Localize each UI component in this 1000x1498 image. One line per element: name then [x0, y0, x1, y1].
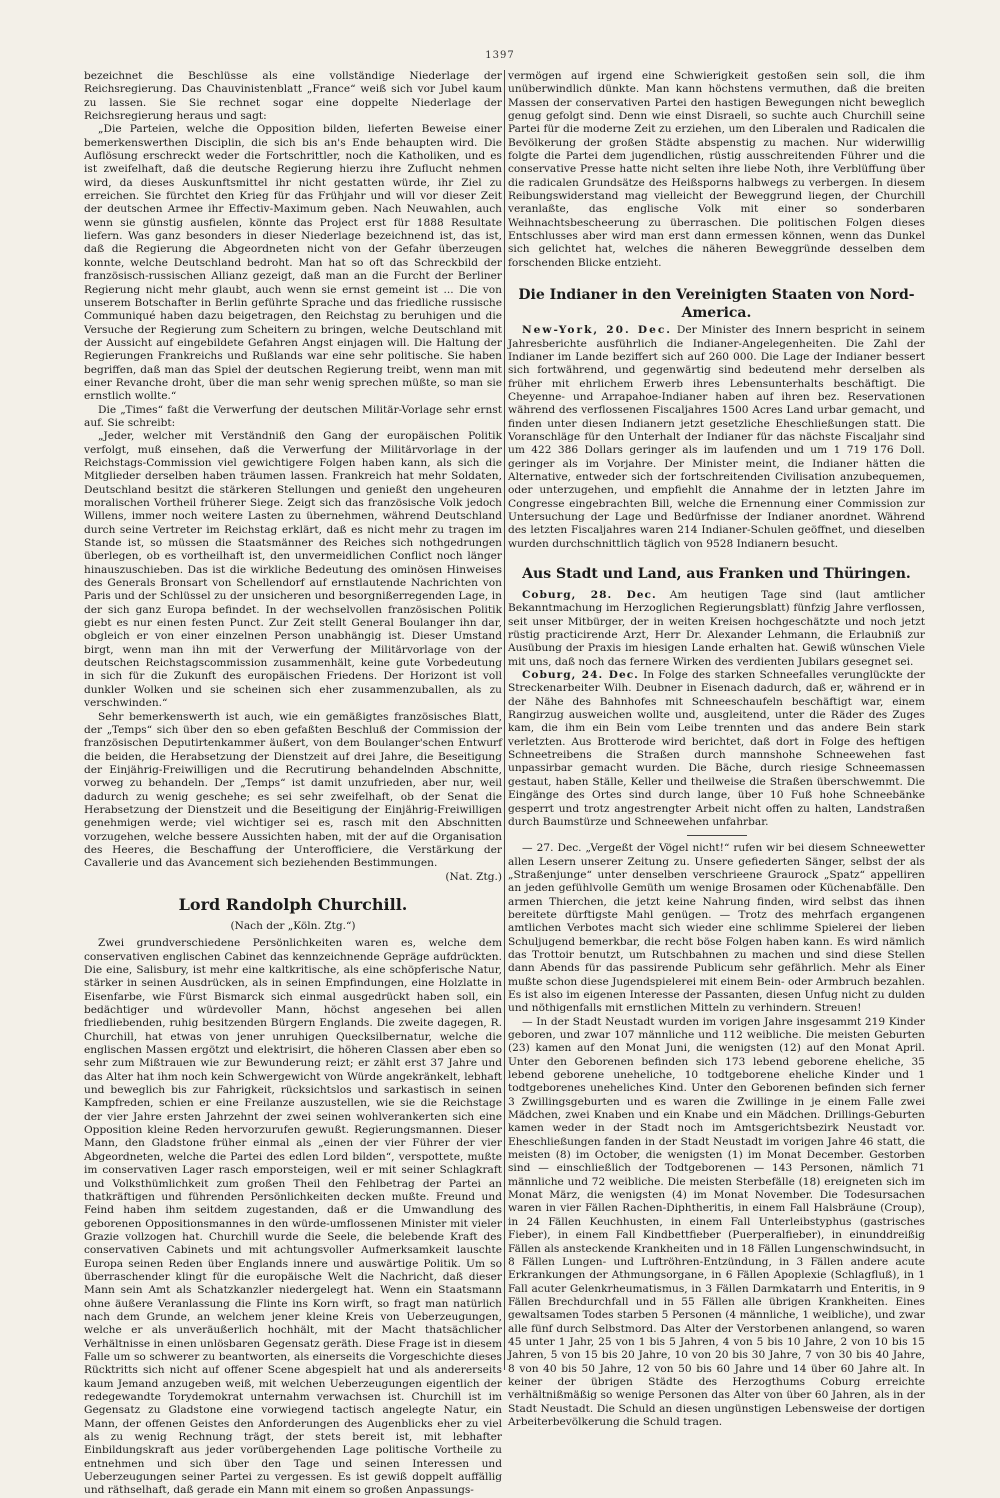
source-citation: (Nat. Ztg.)	[445, 870, 502, 883]
quote-paragraph: „Die Parteien, welche die Opposition bilden, lieferten Beweise einer bemerkenswerthen Disciplin, die sich bis an's Ende behaupten wird. Die Auflösung erschreckt weder die Fortschrittler, noch die Katholiken, und es ist zweifelhaft, daß die deutsche Regierung hierzu ihre Zuflucht nehmen wird, da dieses Auskunftsmittel ihr nicht gestatten würde, ihr Ziel zu erreichen. Sie fürchtet den Krieg für das Frühjahr und will vor dieser Zeit der deutschen Armee ihr Effectiv-Maximum geben. Nach Neuwahlen, auch wenn sie günstig ausfielen, könnte das Project erst für 1888 Resultate liefern. Was ganz besonders in dieser Niederlage bezeichnend ist, das ist, daß die Regierung die Abgeordneten nicht von der Gefahr überzeugen konnte, welche Deutschland bedroht. Man hat so oft das Schreckbild der französisch-russischen Allianz gezeigt, daß man an die Furcht der Berliner Regierung nicht mehr glaubt, auch wenn sie ernst gemeint ist ... Die von unserem Botschafter in Berlin geführte Sprache und das friedliche russische Communiqué haben dazu beigetragen, den Reichstag zu beruhigen und die Versuche der Regierung zum Scheitern zu bringen, welche Deutschland mit der Aussicht auf eingebildete Gefahren Angst einjagen will. Die Haltung der Regierungen Frankreichs und Rußlands war eine sehr politische. Sie haben begriffen, daß man das Spiel der deutschen Regierung treibt, wenn man mit einer Revanche droht, über die man sehr wenig sprechen müßte, so man sie ernstlich wollte.“	[84, 123, 502, 403]
article-subtitle: (Nach der „Köln. Ztg.“)	[230, 919, 356, 932]
dateline: Coburg, 28. Dec.	[522, 589, 657, 601]
paragraph-text: In Folge des starken Schneefalles verunglückte der Streckenarbeiter Wilh. Deubner in Eisenach dadurch, daß er, während er in der Nähe des Bahnhofes mit Schneeschaufeln beschäftigt war, einem Rangirzug ausweichen wollte und, ausgleitend, unter die Räder des Zuges kam, die ihm ein Bein vom Leibe trennten und das andere Bein stark verletzten. Aus Brotterode wird berichtet, daß dort in Folge des heftigen Schneetreibens die Straßen durch mannshohe Schneewehen fast unpassirbar gemacht wurden. Die Bäche, durch riesige Schneemassen gestaut, haben Ställe, Keller und theilweise die Straßen überschwemmt. Die Eingänge des Ortes sind durch lange, über 10 Fuß hohe Schneebänke gesperrt und trotz angestrengter Arbeit nicht offen zu halten, Landstraßen durch Baumstürze und Schneewehen unfahrbar.	[508, 669, 926, 828]
quote-paragraph: „Jeder, welcher mit Verständniß den Gang der europäischen Politik verfolgt, muß einsehen, daß die Verwerfung der Militärvorlage in der Reichstags-Commission viel gewichtigere Folgen haben kann, als sich die Mitglieder derselben haben träumen lassen. Frankreich hat mehr Soldaten, Deutschland besitzt die stärkeren Stellungen und genießt den ungeheuren moralischen Vortheil früherer Siege. Zeigt sich das französische Volk jedoch Willens, immer noch weitere Lasten zu übernehmen, während Deutschland durch seine Vertreter im Reichstag erklärt, daß es nicht mehr zu tragen im Stande ist, so müssen die Staatsmänner des Reiches sich nothgedrungen überlegen, ob es vortheilhaft ist, den unvermeidlichen Conflict noch länger hinauszuschieben. Das ist die wirkliche Bedeutung des ominösen Hinweises des Generals Bronsart von Schellendorf auf ernstlautende Nachrichten von Paris und der Schlüssel zu der unsicheren und besorgnißerregenden Lage, in der sich ganz Europa befindet. In der wechselvollen französischen Politik giebt es nur einen festen Punct. Zur Zeit stellt General Boulanger ihn dar, obgleich er von einer einzelnen Person unabhängig ist. Dieser Umstand birgt, wenn man ihn mit der Verwerfung der Militärvorlage von der deutschen Reichstagscommission zusammenhält, keine gute Vorbedeutung in sich für die Zukunft des europäischen Friedens. Der Horizont ist voll dunkler Wolken und sie scheinen sich eher zusammenzuballen, als zu verschwinden.“	[84, 430, 502, 710]
section-heading: Aus Stadt und Land, aus Franken und Thüringen.	[522, 566, 911, 582]
article-paragraph: — In der Stadt Neustadt wurden im vorigen Jahre insgesammt 219 Kinder geboren, und zwar 107 männliche und 112 weibliche. Die meisten Geburten (23) kamen auf den Monat Juni, die wenigsten (12) auf den Monat April. Unter den Geborenen befinden sich 173 lebend geborene eheliche, 35 lebend geborene uneheliche, 10 todtgeborene eheliche Kinder und 1 todtgeborenes uneheliches Kind. Unter den Geborenen befinden sich ferner 3 Zwillingsgeburten und es waren die Zwillinge in je einem Falle zwei Mädchen, zwei Knaben und ein Knabe und ein Mädchen. Drillings-Geburten kamen weder in der Stadt noch im Amtsgerichtsbezirk Neustadt vor. Eheschließungen fanden in der Stadt Neustadt im vorigen Jahre 46 statt, die meisten (8) im October, die wenigsten (1) im Monat December. Gestorben sind — einschließlich der Todtgeborenen — 143 Personen, nämlich 71 männliche und 72 weibliche. Die meisten Sterbefälle (18) ereigneten sich im Monat März, die wenigsten (4) im Monat November. Die Todesursachen waren in vier Fällen Rachen-Diphtheritis, in einem Fall Halsbräune (Croup), in 24 Fällen Keuchhusten, in einem Fall Unterleibstyphus (gastrisches Fieber), in einem Fall Kindbettfieber (Puerperalfieber), in einunddreißig Fällen als ansteckende Krankheiten und in 18 Fällen Lungenschwindsucht, in 8 Fällen Lungen- und Luftröhren-Entzündung, in 3 Fällen andere acute Erkrankungen der Athmungsorgane, in 6 Fällen Apoplexie (Schlagfluß), in 1 Fall acuter Gelenkrheumatismus, in 3 Fällen Darmkatarrh und Enteritis, in 9 Fällen Brechdurchfall und in 55 Fällen alle übrigen Krankheiten. Eines gewaltsamen Todes starben 5 Personen (4 männliche, 1 weibliche), und zwar alle fünf durch Selbstmord. Das Alter der Verstorbenen anlangend, so waren 45 unter 1 Jahr, 25 von 1 bis 5 Jahren, 4 von 5 bis 10 Jahre, 2 von 10 bis 15 Jahren, 5 von 15 bis 20 Jahre, 10 von 20 bis 30 Jahre, 7 von 30 bis 40 Jahre, 8 von 40 bis 50 Jahre, 12 von 50 bis 60 Jahre und 14 über 60 Jahre alt. In keiner der übrigen Städte des Herzogthums Coburg erreichte verhältnißmäßig so wenige Personen das Alter von über 60 Jahren, als in der Stadt Neustadt. Die Schuld an diesen ungünstigen Lebensweise der dortigen Arbeiterbevölkerung die Schuld tragen.	[508, 1015, 925, 1428]
article-paragraph	[508, 324, 925, 551]
article-paragraph: Zwei grundverschiedene Persönlichkeiten waren es, welche dem conservativen englischen Cabinet das kennzeichnende Gepräge aufdrückten. Die eine, Salisbury, ist mehr eine kaltkritische, als eine schöpferische Natur, stärker in seinen Ausdrücken, als in seinen Empfindungen, eine Holzlatte in Eisenfarbe, wie Fürst Bismarck sich einmal ausgedrückt haben soll, ein bedächtiger und würdevoller Mann, höchst angesehen bei allen friedliebenden, ruhig besitzenden Bürgern Englands. Die zweite dagegen, R. Churchill, hat etwas von jener unruhigen Quecksilbernatur, welche die englischen Massen ergötzt und elektrisirt, die höheren Classen aber eben so sehr zum Mißtrauen wie zur Bewunderung reizt; er zählt erst 37 Jahre und das Alter hat ihm noch kein Schwergewicht von Würde angekränkelt, lebhaft und beweglich bis zur Fahrigkeit, rücksichtslos und sarkastisch in seinen Kampfreden, schien er eine Freilanze auszustellen, wie sie die Reichstage der vier Jahre ersten Jahrzehnt der zwei seinen wohlverankerten sich eine Opposition kleine Reden hervorzurufen gewußt. Regierungsmannen. Dieser Mann, den Gladstone früher einmal als „einen der vier Führer der vier Abgeordneten, welche die Partei des edlen Lord bilden“, verspottete, mußte im conservativen Lager rasch emporsteigen, weil er mit seiner Schlagkraft und Volksthümlichkeit zum großen Theil den Fehlbetrag der Partei an thatkräftigen und führenden Persönlichkeiten decken mußte. Freund und Feind haben ihm seitdem zugestanden, daß er die Umwandlung des geborenen Oppositionsmannes in den würde-umflossenen Minister mit vieler Grazie vollzogen hat. Churchill wurde die Seele, die belebende Kraft des conservativen Cabinets und mit achtungsvoller Aufmerksamkeit lauschte Europa seinen Reden über Englands innere und auswärtige Politik. Um so überraschender klingt für die europäische Welt die Nachricht, daß dieser Mann sein Amt als Schatzkanzler niedergelegt hat. Wenn ein Staatsmann ohne äußere Veranlassung die Flinte ins Korn wirft, so fragt man natürlich nach dem Grunde, an welchem jener kleine Kreis von Ueberzeugungen, welche er als unveräußerlich hochhält, mit der Macht thatsächlicher Verhältnisse in einen unlösbaren Gegensatz geräth. Diese Frage ist in diesem Falle um so schwerer zu beantworten, als einerseits die Vorgeschichte dieses Rücktritts sich nicht auf offener Scene abgespielt hat und als andererseits kaum Jemand anzugeben weiß, mit welchen Ueberzeugungen eigentlich der redegewandte Torydemokrat unternahm verwachsen ist. Churchill ist im Gegensatz zu Gladstone eine vorwiegend tactisch angelegte Natur, ein Mann, der offenen Geistes den Anforderungen des Augenblicks eher zu viel als zu wenig Rechnung trägt, der stets bereit ist, mit lebhafter Einbildungskraft aus jeder vorübergehenden Lage politische Vortheile zu entnehmen und sich über den Tage und seinen Interessen und Ueberzeugungen seiner Partei zu vergessen. Es ist gewiß doppelt auffällig und räthselhaft, daß gerade ein Mann mit einem so großen Anpassungs-	[84, 937, 502, 1497]
article-paragraph: — 27. Dec. „Vergeßt der Vögel nicht!“ rufen wir bei diesem Schneewetter allen Lesern unserer Zeitung zu. Unsere gefiederten Sänger, selbst der als „Straßenjunge“ unter denselben verschrieene Graurock „Spatz“ appelliren an jeden gefühlvolle Gemüth um wenige Brosamen oder Küchenabfälle. Den armen Thierchen, die jetzt keine Nahrung finden, wird selbst das ihnen bereitete dürftigste Mahl genügen. — Trotz des mehrfach ergangenen amtlichen Verbotes macht sich wieder eine schlimme Spielerei der lieben Schuljugend bemerkbar, die recht böse Folgen haben kann. Es wird nämlich das Trottoir benutzt, um Rutschbahnen zu machen und sind diese Stellen dann Abends für das passirende Publicum sehr gefährlich. Mehr als Einer mußte schon diese Jugendspielerei mit einem Bein- oder Armbruch bezahlen. Es ist also im eigenen Interesse der Passanten, diesen Unfug nicht zu dulden und nöthigenfalls mit ernstlichen Mitteln zu verhindern. Streuen!	[508, 842, 925, 1015]
dateline: Coburg, 24. Dec.	[522, 669, 639, 682]
paragraph-text: Der Minister des Innern bespricht in seinem Jahresberichte ausführlich die Indianer-Angelegenheiten. Die Zahl der Indianer im Lande beziffert sich auf 260 000. Die Lage der Indianer bessert sich fortwährend, und gegenwärtig sind bedeutend mehr derselben als früher mit ehrlichem Erwerb ihres Lebensunterhalts beschäftigt. Die Cheyenne- und Arrapahoe-Indianer haben auf ihren bez. Reservationen während des verflossenen Fiscaljahres 1500 Acres Land urbar gemacht, und finden unter diesen Indianern jetzt gesetzliche Eheschließungen statt. Die Voranschläge für den Unterhalt der Indianer für das nächste Fiscaljahr sind um 422 386 Dollars geringer als im laufenden und um 1 719 176 Doll. geringer als im Vorjahre. Der Minister meint, die Indianer hätten die Alternative, entweder sich der fortschreitenden Civilisation anzubequemen, oder unterzugehen, und empfiehlt die Annahme der in letzten Jahre im Congresse eingebrachten Bill, welche die Ernennung einer Commission zur Untersuchung der Lage und Bedürfnisse der Indianer anordnet. Während des letzten Fiscaljahres waren 214 Indianer-Schulen geöffnet, und dieselben wurden durchschnittlich täglich von 9528 Indianern besucht.	[508, 324, 925, 550]
column-divider	[504, 70, 505, 1370]
article-heading: Die Indianer in den Vereinigten Staaten von Nord-America.	[518, 287, 915, 322]
article-paragraph	[508, 589, 925, 669]
article-paragraph: Sehr bemerkenswerth ist auch, wie ein gemäßigtes französisches Blatt, der „Temps“ sich über den so eben gefaßten Beschluß der Commission der französischen Deputirtenkammer äußert, von dem Boulanger'schen Entwurf die beiden, die Herabsetzung der Dienstzeit auf drei Jahre, die Beseitigung der Einjährig-Freiwilligen und die Recrutirung behandelnden Abschnitte, vorweg zu behandeln. Der „Temps“ ist damit unzufrieden, aber nur, weil dadurch zu wenig geschehe; es sei sehr zweifelhaft, ob der Senat die Herabsetzung der Dienstzeit und die Beseitigung der Einjährig-Freiwilligen genehmigen werde; viel wichtiger sei es, rasch mit den Abschnitten vorzugehen, welche bessere Aussichten haben, mit der auf die Organisation des Heeres, die Beschaffung der Unterofficiere, die Verstärkung der Cavallerie und das Avancement sich beziehenden Bestimmungen.	[84, 710, 502, 870]
article-paragraph: vermögen auf irgend eine Schwierigkeit gestoßen sein soll, die ihm unüberwindlich dünkte. Man kann höchstens vermuthen, daß die breiten Massen der conservativen Partei den hastigen Bewegungen nicht beweglich genug gefolgt sind. Denn wie einst Disraeli, so suchte auch Churchill seine Partei für die moderne Zeit zu erziehen, um den Liberalen und Radicalen die Bevölkerung der großen Städte abspenstig zu machen. Nur widerwillig folgte die Partei dem jugendlichen, rüstig ausschreitenden Führer und die conservative Presse hatte nicht selten ihre liebe Noth, ihre Verblüffung über die radicalen Grundsätze des Heißsporns halbwegs zu verbergen. In diesem Reibungswiderstand mag vielleicht der Beweggrund liegen, der Churchill veranlaßte, das englische Volk mit einer so sonderbaren Weihnachtsbescheerung zu überraschen. Die politischen Folgen dieses Entschlusses aber wird man erst dann ermessen können, wenn das Dunkel sich gelichtet hat, welches die näheren Beweggründe desselben dem forschenden Blicke entzieht.	[508, 70, 925, 269]
article-paragraph	[508, 669, 925, 829]
short-divider	[687, 835, 747, 836]
page-number: 1397	[485, 50, 515, 61]
left-column	[84, 70, 502, 1497]
article-heading: Lord Randolph Churchill.	[178, 894, 408, 914]
article-paragraph: Die „Times“ faßt die Verwerfung der deutschen Militär-Vorlage sehr ernst auf. Sie schreibt:	[84, 403, 502, 429]
paragraph-text: Am heutigen Tage sind (laut amtlicher Bekanntmachung im Herzoglichen Regierungsblatt) fünfzig Jahre verflossen, seit unser Mitbürger, der in weiten Kreisen hochgeschätzte und noch jetzt rüstig practicirende Arzt, Herr Dr. Alexander Lehmann, die Erlaubniß zur Ausübung der Praxis im hiesigen Lande erhalten hat. Gewiß wünschen Viele mit uns, daß noch das fernere Wirken des verdienten Jubilars gesegnet sei.	[508, 589, 925, 668]
dateline: New-York, 20. Dec.	[522, 324, 672, 337]
right-column	[508, 70, 926, 1428]
article-paragraph: bezeichnet die Beschlüsse als eine vollständige Niederlage der Reichsregierung. Das Chauvinistenblatt „France“ weiß sich vor Jubel kaum zu lassen. Sie Sie rechnet sogar eine doppelte Niederlage der Reichsregierung heraus und sagt:	[84, 70, 502, 123]
